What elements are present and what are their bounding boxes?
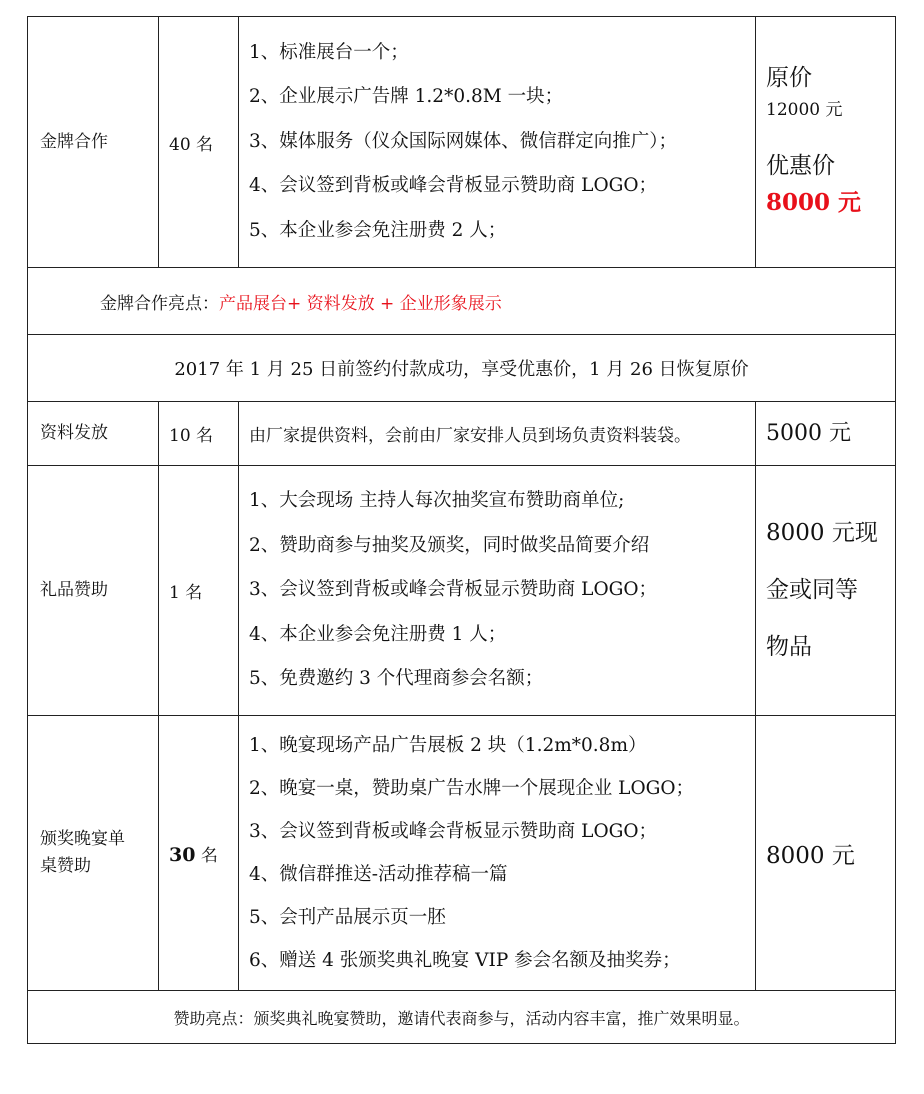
discount-price-label: 优惠价 <box>766 153 835 179</box>
banquet-item: 1、晚宴现场产品广告展板 2 块（1.2m*0.8m） <box>249 735 647 756</box>
banquet-item: 4、微信群推送-活动推荐稿一篇 <box>249 864 508 885</box>
gold-count: 40 名 <box>159 17 239 268</box>
materials-desc: 由厂家提供资料，会前由厂家安排人员到场负责资料装袋。 <box>239 402 756 466</box>
gift-item: 1、大会现场 主持人每次抽奖宣布赞助商单位; <box>249 490 625 512</box>
sponsor-highlight: 赞助亮点：颁奖典礼晚宴赞助，邀请代表商参与，活动内容丰富，推广效果明显。 <box>28 991 896 1044</box>
gift-item: 3、会议签到背板或峰会背板显示赞助商 LOGO； <box>249 579 658 601</box>
banquet-count-number: 30 <box>169 843 196 866</box>
banquet-item: 3、会议签到背板或峰会背板显示赞助商 LOGO； <box>249 821 658 842</box>
gift-price-line: 物品 <box>766 634 812 660</box>
original-price-label: 原价 <box>766 65 812 91</box>
gold-item: 5、本企业参会免注册费 2 人； <box>249 219 507 241</box>
banquet-count <box>159 716 239 991</box>
gift-name: 礼品赞助 <box>28 466 159 716</box>
gift-row <box>28 466 896 716</box>
deadline-note: 2017 年 1 月 25 日前签约付款成功，享受优惠价，1 月 26 日恢复原价 <box>28 335 896 402</box>
gift-price-cell <box>756 466 896 716</box>
gold-highlight-label: 金牌合作亮点： <box>100 293 219 314</box>
banquet-name-line: 颁奖晚宴单 <box>40 829 125 849</box>
banquet-item: 2、晚宴一桌，赞助桌广告水牌一个展现企业 LOGO； <box>249 778 695 799</box>
banquet-price: 8000 元 <box>756 716 896 991</box>
gold-name: 金牌合作 <box>28 17 159 268</box>
sponsorship-table <box>27 16 896 1044</box>
gold-highlight <box>28 268 896 335</box>
gold-item: 3、媒体服务（仪众国际网媒体、微信群定向推广）； <box>249 130 678 152</box>
banquet-item: 5、会刊产品展示页一胚 <box>249 907 446 928</box>
gift-item: 4、本企业参会免注册费 1 人； <box>249 623 507 645</box>
gold-highlight-value: 产品展台+ 资料发放 + 企业形象展示 <box>219 293 502 314</box>
gold-item: 2、企业展示广告牌 1.2*0.8M 一块； <box>249 86 564 108</box>
gold-highlight-row <box>28 268 896 335</box>
materials-price: 5000 元 <box>756 402 896 466</box>
banquet-item: 6、赠送 4 张颁奖典礼晚宴 VIP 参会名额及抽奖券； <box>249 950 681 971</box>
banquet-name <box>28 716 159 991</box>
gift-item: 5、免费邀约 3 个代理商参会名额； <box>249 668 544 690</box>
materials-name: 资料发放 <box>28 402 159 466</box>
sponsor-highlight-row <box>28 991 896 1044</box>
original-price: 12000 元 <box>766 100 843 120</box>
banquet-items <box>239 716 756 991</box>
materials-row <box>28 402 896 466</box>
banquet-row <box>28 716 896 991</box>
deadline-row <box>28 335 896 402</box>
gift-price-line: 8000 元现 <box>766 520 878 546</box>
gold-items <box>239 17 756 268</box>
banquet-count-unit: 名 <box>195 845 218 866</box>
gift-count: 1 名 <box>159 466 239 716</box>
gift-item: 2、赞助商参与抽奖及颁奖，同时做奖品简要介绍 <box>249 534 650 556</box>
gold-price-cell <box>756 17 896 268</box>
gold-item: 4、会议签到背板或峰会背板显示赞助商 LOGO； <box>249 175 658 197</box>
gift-price-line: 金或同等 <box>766 577 858 603</box>
gold-row <box>28 17 896 268</box>
discount-price: 8000 元 <box>766 189 862 216</box>
banquet-name-line: 桌赞助 <box>40 856 91 876</box>
gold-item: 1、标准展台一个； <box>249 41 409 63</box>
gift-items <box>239 466 756 716</box>
materials-count: 10 名 <box>159 402 239 466</box>
